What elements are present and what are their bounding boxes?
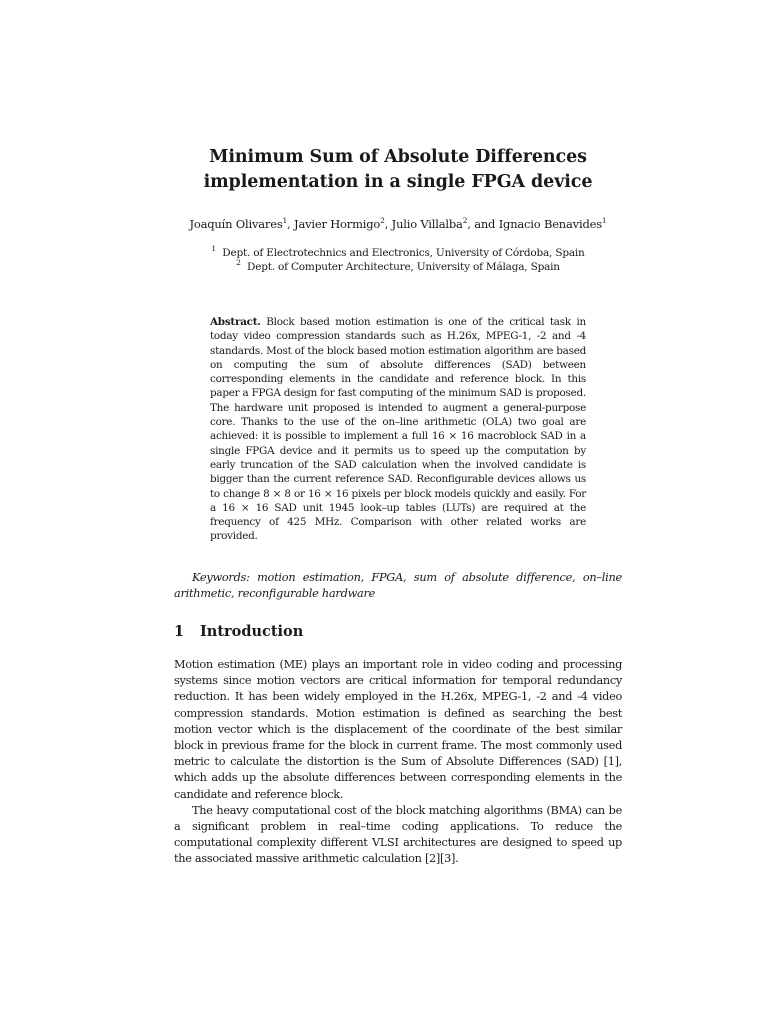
abstract [210, 315, 586, 544]
paper-title [174, 145, 622, 195]
section-number: 1 [174, 623, 185, 640]
affiliation-1: $^1$ Dept. of Electrotechnics and Electronics, University of Córdoba, Spain [211, 244, 585, 259]
author-list [174, 216, 622, 232]
paragraph: Motion estimation (ME) plays an important role in video coding and processing systems since motion vectors are critical information for temporal redundancy reduction. It has been widely employed in the H.26x, MPEG-1, -2 and -4 video compression standards. Motion estimation is defined as searching the best motion vector which is the displacement of the coordinate of the best similar block in previous frame for the block in current frame. The most commonly used metric to calculate the distortion is the Sum of Absolute Differences (SAD) [1], which adds up the absolute differences between corresponding elements in the candidate and reference block. [174, 658, 622, 801]
title-line-1: Minimum Sum of Absolute Differences [209, 147, 587, 167]
affiliation-2: $^2$ Dept. of Computer Architecture, University of Málaga, Spain [236, 258, 560, 273]
author: Joaquín Olivares$^1$, [189, 216, 295, 231]
paragraph: The heavy computational cost of the block matching algorithms (BMA) can be a significant problem in real–time coding applications. To reduce the computational complexity different VLSI architectures are designed to speed up the associated massive arithmetic calculation [2][3]. [174, 803, 622, 866]
title-line-2: implementation in a single FPGA device [203, 172, 593, 192]
section-heading [174, 622, 622, 642]
section-title: Introduction [200, 623, 304, 640]
author: Julio Villalba$^2$, and [391, 216, 499, 231]
author: Ignacio Benavides$^1$ [498, 216, 607, 231]
abstract-label: Abstract. [210, 316, 261, 328]
author: Javier Hormigo$^2$, [294, 216, 392, 231]
keywords: Keywords: motion estimation, FPGA, sum of absolute difference, on–line arithmetic, reconfigurable hardware [174, 571, 622, 600]
affiliations [174, 246, 622, 274]
abstract-text: Block based motion estimation is one of the critical task in today video compression standards such as H.26x, MPEG-1, -2 and -4 standards. Most of the block based motion estimation algorithm are based on computing the sum of absolute differences (SAD) between corresponding elements in the candidate and reference block. In this paper a FPGA design for fast computing of the minimum SAD is proposed. The hardware unit proposed is intended to augment a general-purpose core. Thanks to the use of the on–line arithmetic (OLA) two goal are achieved: it is possible to implement a full 16 × 16 macroblock SAD in a single FPGA device and it permits us to speed up the computation by early truncation of the SAD calculation when the involved candidate is bigger than the current reference SAD. Reconfigurable devices allows us to change 8 × 8 or 16 × 16 pixels per block models quickly and easily. For a 16 × 16 SAD unit 1945 look–up tables (LUTs) are required at the frequency of 425 MHz. Comparison with other related works are provided. [210, 316, 586, 543]
section-body [174, 657, 622, 868]
